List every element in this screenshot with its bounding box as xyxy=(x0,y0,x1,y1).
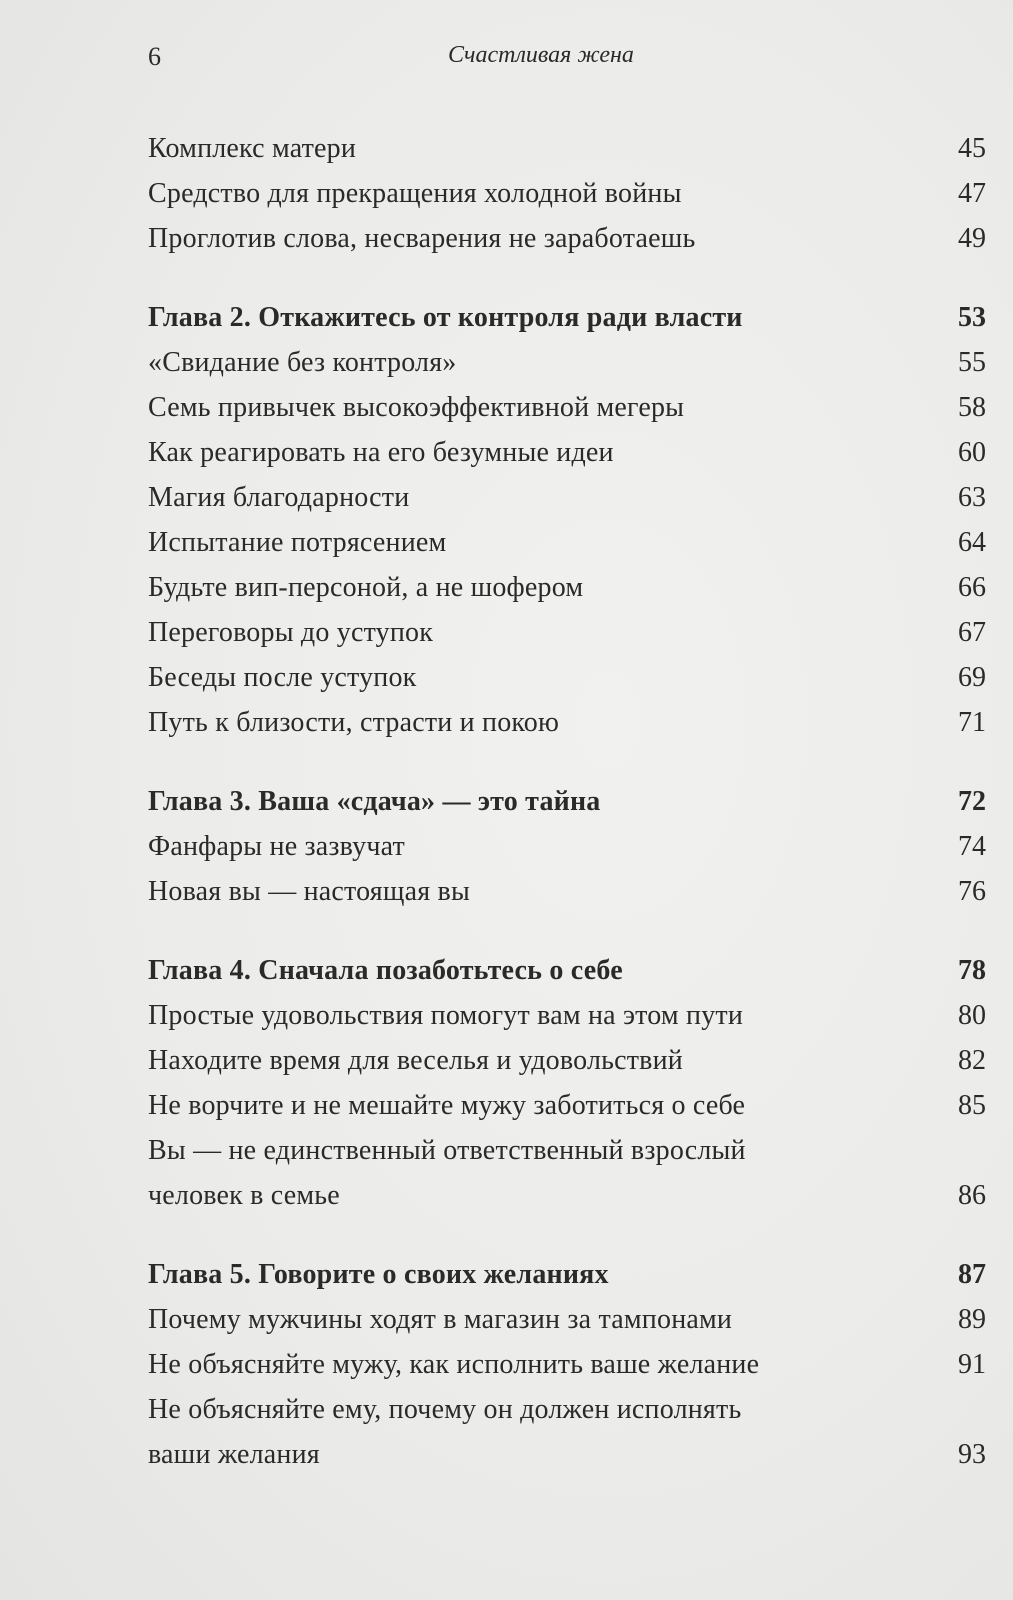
entry-page-number: 86 xyxy=(958,1180,986,1211)
chapter-page-number: 53 xyxy=(958,302,986,333)
toc-entry-row xyxy=(148,1038,986,1083)
entry-title: Не объясняйте ему, почему он должен исполнять ваши желания xyxy=(148,1394,742,1470)
toc-entry-row xyxy=(148,520,986,565)
entry-title: Как реагировать на его безумные идеи xyxy=(148,437,614,468)
toc-entry-row xyxy=(148,1083,986,1128)
entry-page-number: 71 xyxy=(958,707,986,738)
chapter-page-number: 87 xyxy=(958,1259,986,1290)
entry-page-number: 74 xyxy=(958,831,986,862)
entry-page-number: 82 xyxy=(958,1045,986,1076)
toc-entry-row xyxy=(148,430,986,475)
entry-title: Средство для прекращения холодной войны xyxy=(148,178,682,209)
toc-chapter-row xyxy=(148,948,986,993)
toc-entry-row xyxy=(148,824,986,869)
entry-title: Фанфары не зазвучат xyxy=(148,831,405,862)
entry-page-number: 63 xyxy=(958,482,986,513)
toc-entry-row xyxy=(148,475,986,520)
entry-title: Путь к близости, страсти и покою xyxy=(148,707,560,738)
entry-title: Не объясняйте мужу, как исполнить ваше желание xyxy=(148,1349,760,1380)
chapter-title: Глава 3. Ваша «сдача» — это тайна xyxy=(148,786,601,817)
entry-page-number: 93 xyxy=(958,1439,986,1470)
toc-entry-row xyxy=(148,171,986,216)
toc-group xyxy=(148,948,986,1218)
entry-title: Вы — не единственный ответственный взрослый человек в семье xyxy=(148,1135,746,1211)
toc-entry-row xyxy=(148,385,986,430)
toc-entry-row xyxy=(148,340,986,385)
toc-entry-row xyxy=(148,1128,986,1218)
entry-title: Почему мужчины ходят в магазин за тампонами xyxy=(148,1304,733,1335)
entry-title: Новая вы — настоящая вы xyxy=(148,876,470,907)
chapter-title: Глава 2. Откажитесь от контроля ради власти xyxy=(148,302,743,333)
toc-chapter-row xyxy=(148,779,986,824)
chapter-page-number: 78 xyxy=(958,955,986,986)
chapter-title: Глава 4. Сначала позаботьтесь о себе xyxy=(148,955,623,986)
entry-page-number: 66 xyxy=(958,572,986,603)
running-title: Счастливая жена xyxy=(448,42,634,68)
toc-entry-row xyxy=(148,700,986,745)
entry-page-number: 64 xyxy=(958,527,986,558)
entry-title: Испытание потрясением xyxy=(148,527,447,558)
entry-title: Находите время для веселья и удовольствий xyxy=(148,1045,683,1076)
entry-title: Семь привычек высокоэффективной мегеры xyxy=(148,392,685,423)
page-header xyxy=(148,42,848,82)
entry-page-number: 58 xyxy=(958,392,986,423)
entry-page-number: 55 xyxy=(958,347,986,378)
entry-page-number: 76 xyxy=(958,876,986,907)
entry-title: Простые удовольствия помогут вам на этом пути xyxy=(148,1000,744,1031)
entry-title: Проглотив слова, несварения не заработаешь xyxy=(148,223,696,254)
toc-entry-row xyxy=(148,610,986,655)
toc-group xyxy=(148,295,986,745)
toc-chapter-row xyxy=(148,295,986,340)
toc-entry-row xyxy=(148,1342,986,1387)
entry-title: Комплекс матери xyxy=(148,133,357,164)
toc-entry-row xyxy=(148,1387,986,1477)
chapter-page-number: 72 xyxy=(958,786,986,817)
toc-group xyxy=(148,126,986,261)
entry-page-number: 85 xyxy=(958,1090,986,1121)
toc-entry-row xyxy=(148,126,986,171)
toc-chapter-row xyxy=(148,1252,986,1297)
toc-entry-row xyxy=(148,565,986,610)
entry-title: Магия благодарности xyxy=(148,482,410,513)
entry-page-number: 67 xyxy=(958,617,986,648)
toc-group xyxy=(148,1252,986,1477)
entry-page-number: 60 xyxy=(958,437,986,468)
toc-entry-row xyxy=(148,993,986,1038)
entry-page-number: 89 xyxy=(958,1304,986,1335)
entry-title: Будьте вип-персоной, а не шофером xyxy=(148,572,584,603)
toc-entry-row xyxy=(148,216,986,261)
entry-page-number: 47 xyxy=(958,178,986,209)
toc-group xyxy=(148,779,986,914)
entry-page-number: 49 xyxy=(958,223,986,254)
entry-title: «Свидание без контроля» xyxy=(148,347,457,378)
entry-page-number: 69 xyxy=(958,662,986,693)
table-of-contents xyxy=(148,126,986,1477)
entry-page-number: 45 xyxy=(958,133,986,164)
entry-page-number: 80 xyxy=(958,1000,986,1031)
entry-page-number: 91 xyxy=(958,1349,986,1380)
entry-title: Не ворчите и не мешайте мужу заботиться о себе xyxy=(148,1090,746,1121)
entry-title: Беседы после уступок xyxy=(148,662,417,693)
toc-entry-row xyxy=(148,1297,986,1342)
toc-entry-row xyxy=(148,655,986,700)
page-number: 6 xyxy=(148,42,161,71)
entry-title: Переговоры до уступок xyxy=(148,617,434,648)
chapter-title: Глава 5. Говорите о своих желаниях xyxy=(148,1259,609,1290)
toc-entry-row xyxy=(148,869,986,914)
